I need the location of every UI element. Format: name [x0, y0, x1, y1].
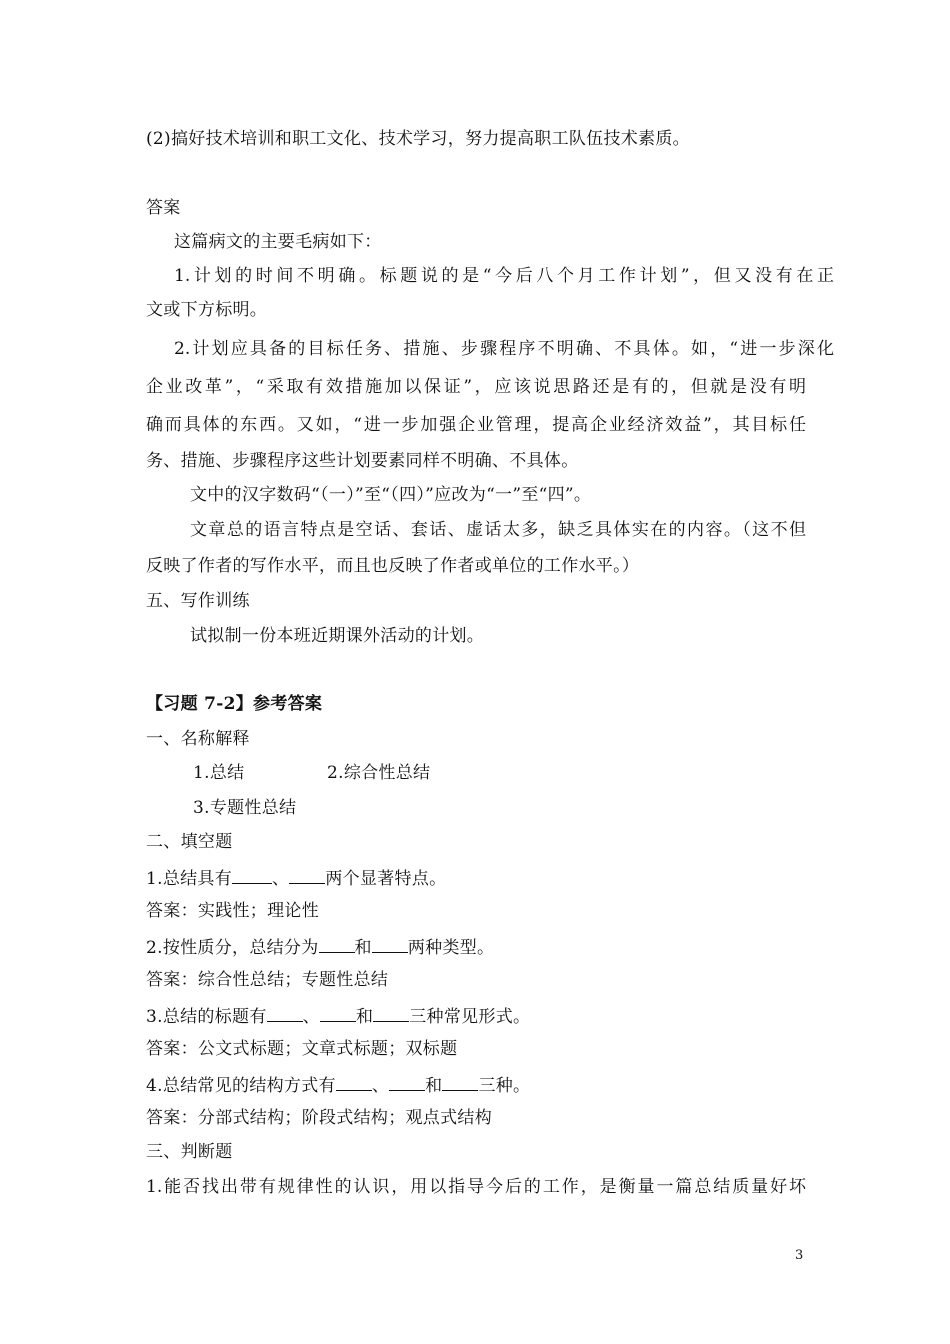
answer-line: 答案：实践性；理论性 — [146, 901, 319, 921]
section-heading: 五、写作训练 — [146, 591, 250, 611]
answer-line: 答案：公文式标题；文章式标题；双标题 — [146, 1039, 458, 1059]
text-line: (2)搞好技术培训和职工文化、技术学习，努力提高职工队伍技术素质。 — [146, 129, 690, 149]
term-item: 1.总结 — [193, 763, 245, 783]
text-line: 2.计划应具备的目标任务、措施、步骤程序不明确、不具体。如，“进一步深化 — [174, 339, 834, 359]
text-line: 文中的汉字数码“（一）”至“（四）”应改为“一”至“四”。 — [190, 485, 592, 505]
answer-line: 答案：分部式结构；阶段式结构；观点式结构 — [146, 1108, 492, 1128]
text-line: 文章总的语言特点是空话、套话、虚话太多，缺乏具体实在的内容。（这不但 — [190, 520, 806, 540]
text-line: 反映了作者的写作水平，而且也反映了作者或单位的工作水平。） — [146, 556, 640, 576]
text-line: 这篇病文的主要毛病如下： — [174, 232, 382, 252]
question-line: 3.总结的标题有 、 和 三种常见形式。 — [146, 1003, 530, 1028]
text-line: 企业改革”，“采取有效措施加以保证”，应该说思路还是有的，但就是没有明 — [146, 377, 806, 397]
exercise-title: 【习题 7-2】参考答案 — [146, 694, 323, 714]
answer-line: 答案：综合性总结；专题性总结 — [146, 970, 389, 990]
text-line: 文或下方标明。 — [146, 300, 268, 320]
text-line: 务、措施、步骤程序这些计划要素同样不明确、不具体。 — [146, 451, 579, 471]
answer-heading: 答案 — [146, 198, 181, 218]
term-item: 3.专题性总结 — [193, 798, 297, 818]
page-number: 3 — [795, 1248, 804, 1263]
section-heading: 三、判断题 — [146, 1142, 233, 1162]
text-line: 确而具体的东西。又如，“进一步加强企业管理，提高企业经济效益”，其目标任 — [146, 415, 806, 435]
section-heading: 二、填空题 — [146, 832, 233, 852]
question-line: 2.按性质分，总结分为 和 两种类型。 — [146, 934, 494, 959]
section-heading: 一、名称解释 — [146, 729, 250, 749]
text-line: 试拟制一份本班近期课外活动的计划。 — [190, 626, 485, 646]
term-item: 2.综合性总结 — [327, 763, 431, 783]
text-line: 1.计划的时间不明确。标题说的是“今后八个月工作计划”，但又没有在正 — [174, 266, 834, 286]
question-line: 1.总结具有 、 两个显著特点。 — [146, 865, 446, 890]
question-line: 4.总结常见的结构方式有 、 和 三种。 — [146, 1072, 530, 1097]
text-line: 1.能否找出带有规律性的认识，用以指导今后的工作，是衡量一篇总结质量好坏 — [146, 1177, 806, 1197]
